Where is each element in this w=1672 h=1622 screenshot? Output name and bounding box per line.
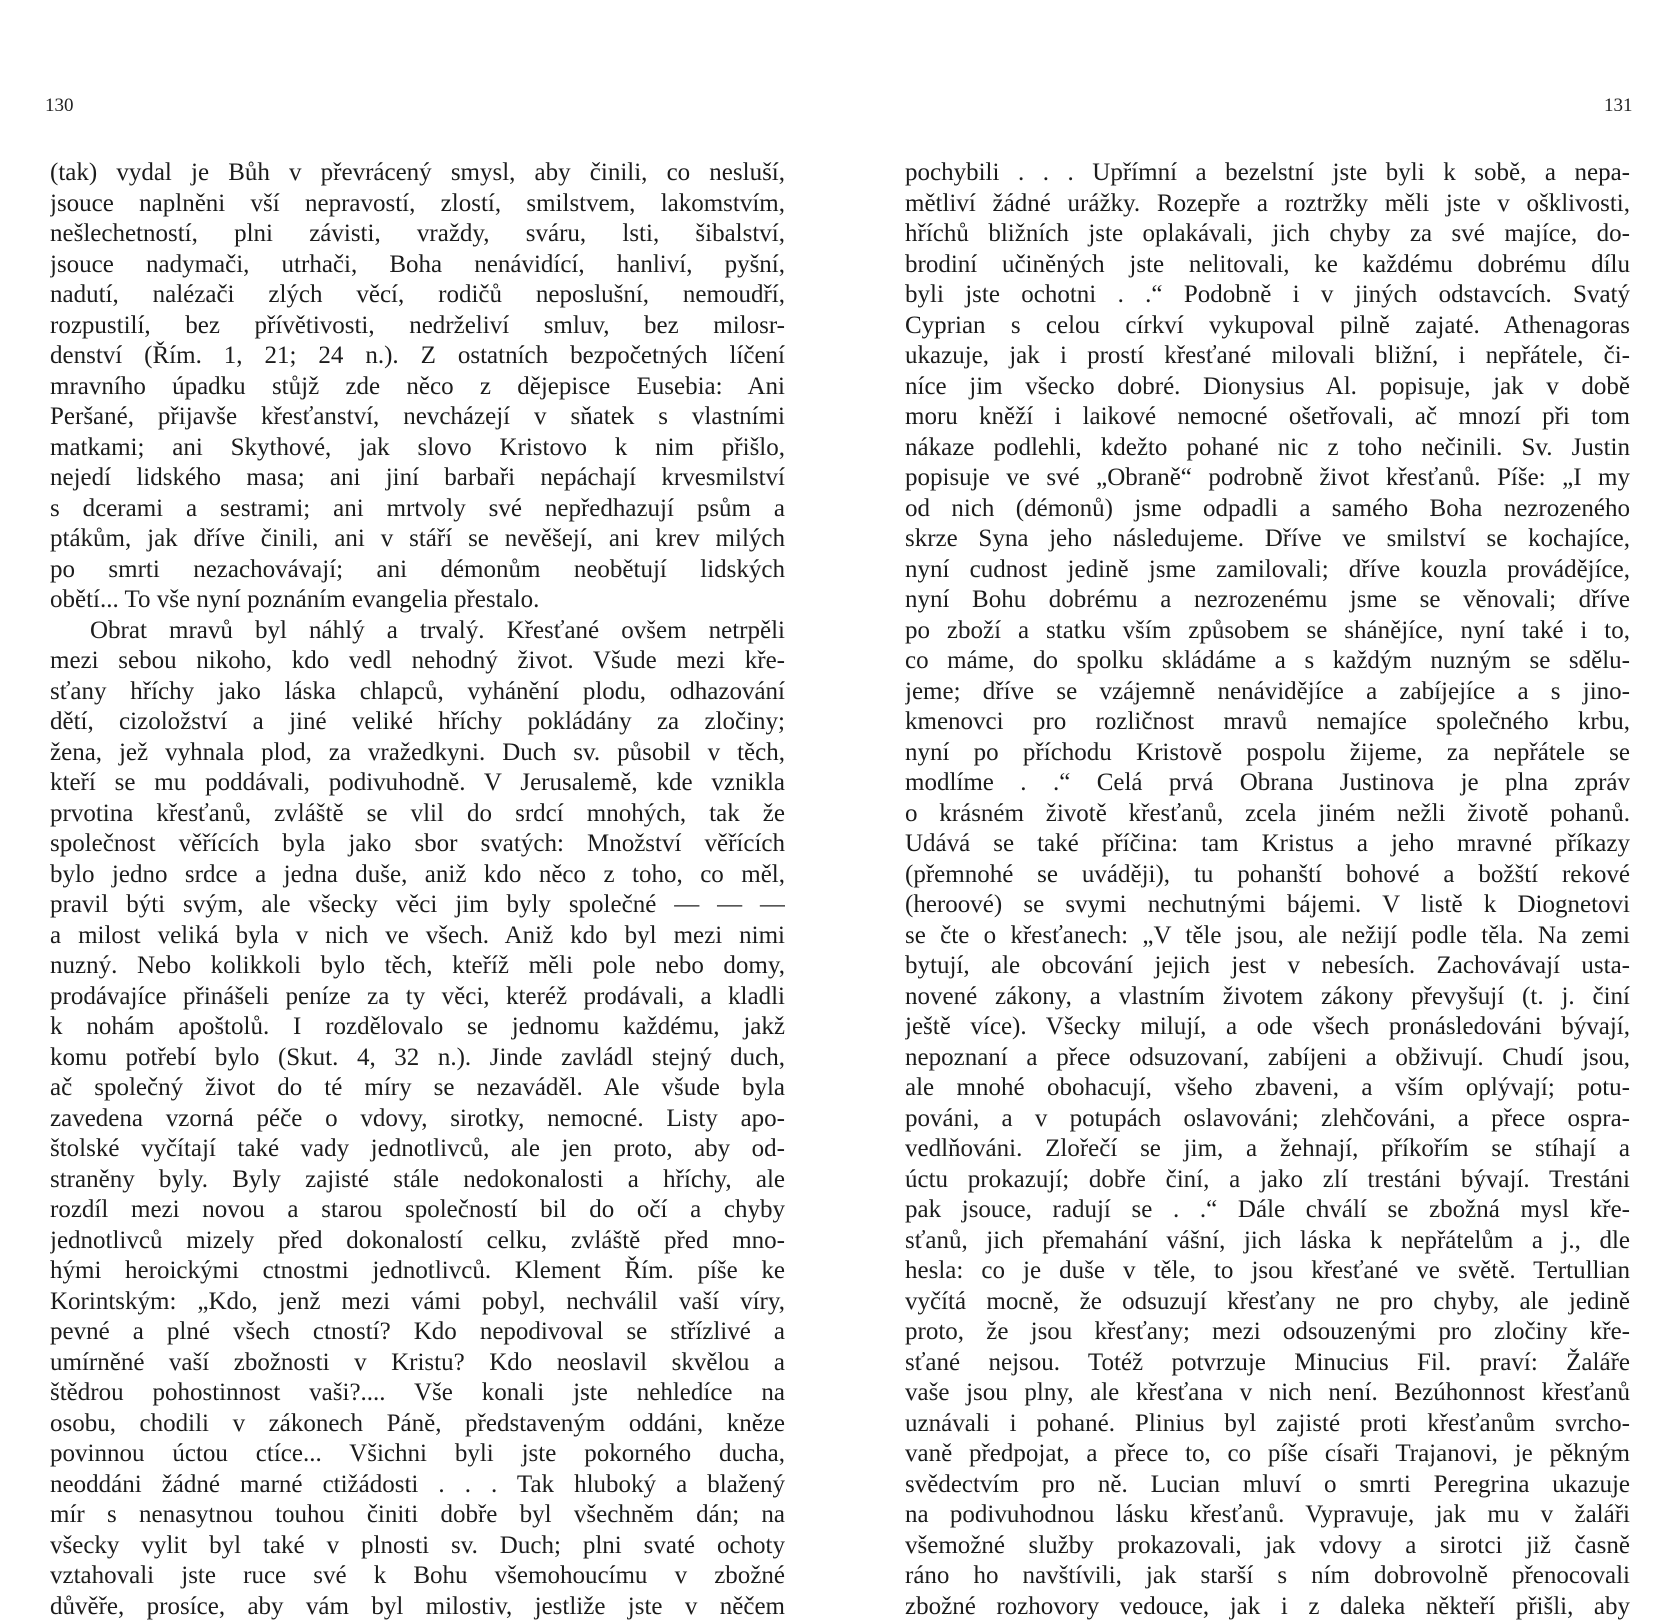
text-line: ještě více). Všecky milují, a ode všech pronásledováni bývají, <box>905 1012 1630 1043</box>
text-line: denství (Řím. 1, 21; 24 n.). Z ostatních bezpočetných líčení <box>50 341 785 372</box>
text-line: bytují, ale obcování jejich jest v nebesích. Zachovávají usta- <box>905 951 1630 982</box>
text-line: nyní po příchodu Kristově pospolu žijeme, za nepřátele se <box>905 738 1630 769</box>
text-line: bylo jedno srdce a jedna duše, aniž kdo něco z toho, co měl, <box>50 860 785 891</box>
text-line: moru kněží i laikové nemocné ošetřovali, ač mnozí při tom <box>905 402 1630 433</box>
text-line: mětliví žádné urážky. Rozepře a roztržky měli jste v ošklivosti, <box>905 189 1630 220</box>
text-line: zavedena vzorná péče o vdovy, sirotky, nemocné. Listy apo- <box>50 1104 785 1135</box>
text-line: hými heroickými ctnostmi jednotlivců. Klement Řím. píše ke <box>50 1256 785 1287</box>
text-line: ptákům, jak dříve činili, ani v stáří se nevěšejí, ani krev milých <box>50 524 785 555</box>
text-line: nejedí lidského masa; ani jiní barbaři nepáchají krvesmilství <box>50 463 785 494</box>
text-line: Udává se také příčina: tam Kristus a jeho mravné příkazy <box>905 829 1630 860</box>
text-line: hesla: co je duše v těle, to jsou křesťané ve světě. Tertullian <box>905 1256 1630 1287</box>
text-line: s dcerami a sestrami; ani mrtvoly své nepředhazují psům a <box>50 494 785 525</box>
left-page-text <box>50 158 785 1622</box>
text-line: ale mnohé obohacují, všeho zbaveni, a vším oplývají; potu- <box>905 1073 1630 1104</box>
text-line: ukazuje, jak i prostí křesťané milovali bližní, i nepřátele, či- <box>905 341 1630 372</box>
text-line: hříchů bližních jste oplakávali, jich chyby za své majíce, do- <box>905 219 1630 250</box>
text-line: jeme; dříve se vzájemně nenávidějíce a zabíjejíce a s jino- <box>905 677 1630 708</box>
text-line: mezi sebou nikoho, kdo vedl nehodný život. Všude mezi kře- <box>50 646 785 677</box>
text-line: štolské vyčítají také vady jednotlivců, ale jen proto, aby od- <box>50 1134 785 1165</box>
text-line: (heroové) se svymi nechutnými bájemi. V listě k Diognetovi <box>905 890 1630 921</box>
text-line: prvotina křesťanů, zvláště se vlil do srdcí mnohých, tak že <box>50 799 785 830</box>
text-line: (přemnohé se uváději), tu pohanští bohové a božští rekové <box>905 860 1630 891</box>
text-line: sťany hříchy jako láska chlapců, vyhánění plodu, odhazování <box>50 677 785 708</box>
right-page-text <box>905 158 1630 1622</box>
text-line: na podivuhodnou lásku křesťanů. Vypravuje, jak mu v žaláři <box>905 1500 1630 1531</box>
text-line: nešlechetností, plni závisti, vraždy, sváru, lsti, šibalství, <box>50 219 785 250</box>
text-line: a milost veliká byla v nich ve všech. Aniž kdo byl mezi nimi <box>50 921 785 952</box>
text-line: novené zákony, a vlastním životem zákony převyšují (t. j. činí <box>905 982 1630 1013</box>
text-line: nadutí, nalézači zlých věcí, rodičů neposlušní, nemoudří, <box>50 280 785 311</box>
text-line: pevné a plné všech ctností? Kdo nepodivoval se střízlivé a <box>50 1317 785 1348</box>
text-line: vaně předpojat, a přece to, co píše císaři Trajanovi, je pěkným <box>905 1439 1630 1470</box>
text-line: vztahovali jste ruce své k Bohu všemohoucímu v zbožné <box>50 1561 785 1592</box>
text-line: byli jste ochotni . .“ Podobně i v jiných odstavcích. Svatý <box>905 280 1630 311</box>
text-line: modlíme . .“ Celá prvá Obrana Justinova je plna zpráv <box>905 768 1630 799</box>
text-line: pravil býti svým, ale všecky věci jim byly společné — — — <box>50 890 785 921</box>
text-line: sťanů, jich přemahání vášní, jich láska k nepřátelům a j., dle <box>905 1226 1630 1257</box>
text-line: vedlňováni. Zlořečí se jim, a žehnají, příkořím se stíhají a <box>905 1134 1630 1165</box>
text-line: ráno ho navštívili, jak starší s ním dobrovolně přenocovali <box>905 1561 1630 1592</box>
text-line: brodiní učiněných jste nelitovali, ke každému dobrému dílu <box>905 250 1630 281</box>
text-line: nyní Bohu dobrému a nezrozenému jsme se věnovali; dříve <box>905 585 1630 616</box>
text-line: umírněné vaší zbožnosti v Kristu? Kdo neoslavil skvělou a <box>50 1348 785 1379</box>
page-number-right: 131 <box>1604 94 1633 118</box>
text-line: dětí, cizoložství a jiné veliké hříchy pokládány za zločiny; <box>50 707 785 738</box>
text-line: nuzný. Nebo kolikkoli bylo těch, kteříž měli pole nebo domy, <box>50 951 785 982</box>
text-line: Cyprian s celou církví vykupoval pilně zajaté. Athenagoras <box>905 311 1630 342</box>
text-line: osobu, chodili v zákonech Páně, představeným oddáni, kněze <box>50 1409 785 1440</box>
text-line: mravního úpadku stůjž zde něco z dějepisce Eusebia: Ani <box>50 372 785 403</box>
text-line: Peršané, přijavše křesťanství, nevcházejí v sňatek s vlastními <box>50 402 785 433</box>
text-line: popisuje ve své „Obraně“ podrobně život křesťanů. Píše: „I my <box>905 463 1630 494</box>
text-line: prodávajíce přinášeli peníze za ty věci, kteréž prodávali, a kladli <box>50 982 785 1013</box>
text-line: rozdíl mezi novou a starou společností bil do očí a chyby <box>50 1195 785 1226</box>
text-line: obětí... To vše nyní poznáním evangelia přestalo. <box>50 585 785 616</box>
text-line: kmenovci pro rozličnost mravů nemajíce společného krbu, <box>905 707 1630 738</box>
text-line: důvěře, prosíce, aby vám byl milostiv, jestliže jste v něčem <box>50 1592 785 1622</box>
text-line: ač společný život do té míry se nezaváděl. Ale všude byla <box>50 1073 785 1104</box>
text-line: pochybili . . . Upřímní a bezelstní jste byli k sobě, a nepa- <box>905 158 1630 189</box>
text-line: proto, že jsou křesťany; mezi odsouzenými pro zločiny kře- <box>905 1317 1630 1348</box>
text-line: úctu prokazují; dobře činí, a jako zlí trestáni bývají. Trestáni <box>905 1165 1630 1196</box>
text-line: vyčítá mocně, že odsuzují křesťany ne pro chyby, ale jedině <box>905 1287 1630 1318</box>
text-line: jsouce naplněni vší nepravostí, zlostí, smilstvem, lakomstvím, <box>50 189 785 220</box>
text-line: rozpustilí, bez přívětivosti, nedrželiví smluv, bez milosr- <box>50 311 785 342</box>
text-line: straněny byly. Byly zajisté stále nedokonalosti a hříchy, ale <box>50 1165 785 1196</box>
text-line: nepoznaní a přece odsuzovaní, zabíjeni a obživují. Chudí jsou, <box>905 1043 1630 1074</box>
text-line: (tak) vydal je Bůh v převrácený smysl, aby činili, co nesluší, <box>50 158 785 189</box>
text-line: jsouce nadymači, utrhači, Boha nenávidící, hanliví, pyšní, <box>50 250 785 281</box>
text-line: svědectvím pro ně. Lucian mluví o smrti Peregrina ukazuje <box>905 1470 1630 1501</box>
text-line: pováni, a v potupách oslavováni; zlehčováni, a přece ospra- <box>905 1104 1630 1135</box>
text-line: neoddáni žádné marné ctižádosti . . . Tak hluboký a blažený <box>50 1470 785 1501</box>
text-line: k nohám apoštolů. I rozdělovalo se jednomu každému, jakž <box>50 1012 785 1043</box>
text-line: nákaze podlehli, kdežto pohané nic z toho nečinili. Sv. Justin <box>905 433 1630 464</box>
text-line: o krásném životě křesťanů, zcela jiném nežli životě pohanů. <box>905 799 1630 830</box>
text-line: jednotlivců mizely před dokonalostí celku, zvláště před mno- <box>50 1226 785 1257</box>
text-line: mír s nenasytnou touhou činiti dobře byl všechněm dán; na <box>50 1500 785 1531</box>
text-line: žena, jež vyhnala plod, za vražedkyni. Duch sv. působil v těch, <box>50 738 785 769</box>
text-line: zbožné rozhovory vedouce, jak i z daleka někteří přišli, aby <box>905 1592 1630 1622</box>
text-line: pak jsouce, radují se . .“ Dále chválí se zbožná mysl kře- <box>905 1195 1630 1226</box>
text-line: povinnou úctou ctíce... Všichni byli jste pokorného ducha, <box>50 1439 785 1470</box>
text-line: po smrti nezachovávají; ani démonům neobětují lidských <box>50 555 785 586</box>
text-line: Korintským: „Kdo, jenž mezi vámi pobyl, nechválil vaší víry, <box>50 1287 785 1318</box>
text-line: vaše jsou plny, ale křesťana v nich není. Bezúhonnost křesťanů <box>905 1378 1630 1409</box>
text-line: se čte o křesťanech: „V těle jsou, ale nežijí podle těla. Na zemi <box>905 921 1630 952</box>
text-line: co máme, do spolku skládáme a s každým nuzným se sdělu- <box>905 646 1630 677</box>
text-line: všemožné služby prokazovali, jak vdovy a sirotci již časně <box>905 1531 1630 1562</box>
text-line: po zboží a statku vším způsobem se shánějíce, nyní také i to, <box>905 616 1630 647</box>
text-line: matkami; ani Skythové, jak slovo Kristovo k nim přišlo, <box>50 433 785 464</box>
text-line: nyní cudnost jedině jsme zamilovali; dříve kouzla provádějíce, <box>905 555 1630 586</box>
text-line: sťané nejsou. Totéž potvrzuje Minucius Fil. praví: Žaláře <box>905 1348 1630 1379</box>
text-line: od nich (démonů) jsme odpadli a samého Boha nezrozeného <box>905 494 1630 525</box>
text-line: uznávali i pohané. Plinius byl zajisté proti křesťanům svrcho- <box>905 1409 1630 1440</box>
text-line: komu potřebí bylo (Skut. 4, 32 n.). Jinde zavládl stejný duch, <box>50 1043 785 1074</box>
page-number-left: 130 <box>45 94 74 118</box>
text-line: níce jim všecko dobré. Dionysius Al. popisuje, jak v době <box>905 372 1630 403</box>
text-line: společnost věřících byla jako sbor svatých: Množství věřících <box>50 829 785 860</box>
text-line: všecky vylit byl také v plnosti sv. Duch; plni svaté ochoty <box>50 1531 785 1562</box>
text-line: štědrou pohostinnost vaši?.... Vše konali jste nehledíce na <box>50 1378 785 1409</box>
text-line: kteří se mu poddávali, podivuhodně. V Jerusalemě, kde vznikla <box>50 768 785 799</box>
text-line: skrze Syna jeho následujeme. Dříve ve smilství se kochajíce, <box>905 524 1630 555</box>
text-line: Obrat mravů byl náhlý a trvalý. Křesťané ovšem netrpěli <box>50 616 785 647</box>
